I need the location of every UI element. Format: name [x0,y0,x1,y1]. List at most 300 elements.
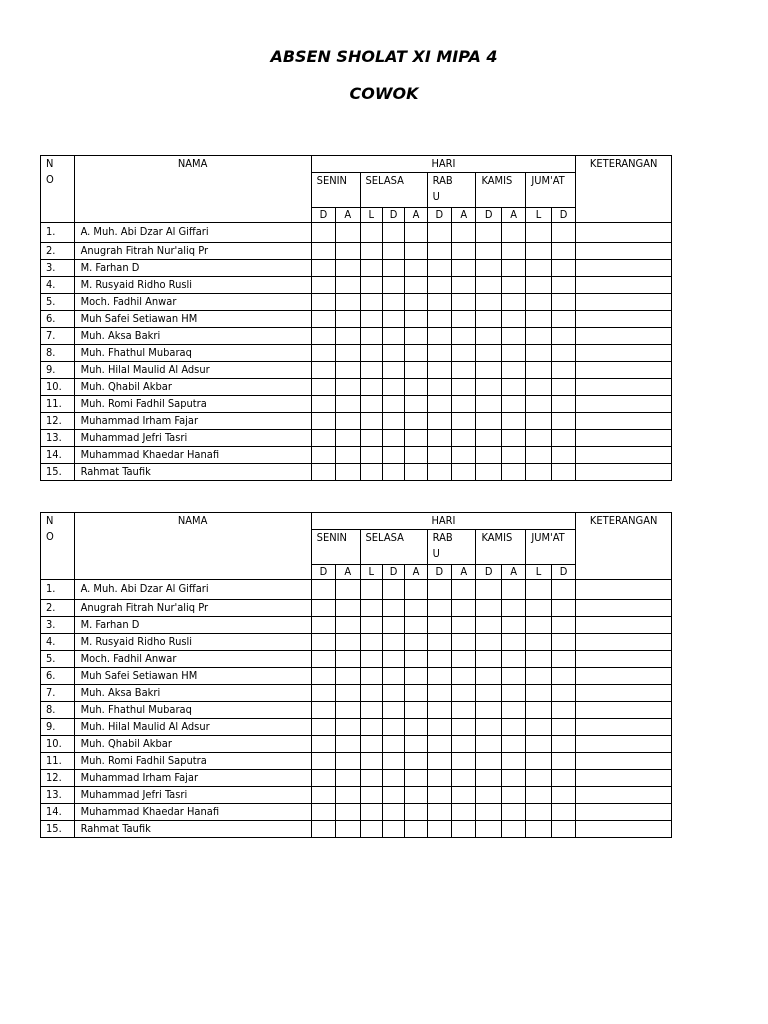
attendance-cell[interactable] [452,413,476,430]
keterangan-cell[interactable] [576,685,672,702]
attendance-cell[interactable] [526,770,551,787]
attendance-cell[interactable] [405,277,427,294]
attendance-cell[interactable] [311,260,335,277]
keterangan-cell[interactable] [576,753,672,770]
attendance-cell[interactable] [551,600,576,617]
attendance-cell[interactable] [336,600,360,617]
attendance-cell[interactable] [501,223,525,243]
attendance-cell[interactable] [311,804,335,821]
attendance-cell[interactable] [405,634,427,651]
attendance-cell[interactable] [427,685,451,702]
keterangan-cell[interactable] [576,804,672,821]
attendance-cell[interactable] [501,311,525,328]
attendance-cell[interactable] [336,804,360,821]
keterangan-cell[interactable] [576,430,672,447]
attendance-cell[interactable] [336,787,360,804]
attendance-cell[interactable] [526,753,551,770]
attendance-cell[interactable] [551,345,576,362]
attendance-cell[interactable] [476,736,501,753]
attendance-cell[interactable] [501,787,525,804]
attendance-cell[interactable] [427,770,451,787]
attendance-cell[interactable] [476,580,501,600]
attendance-cell[interactable] [501,243,525,260]
attendance-cell[interactable] [501,651,525,668]
attendance-cell[interactable] [452,634,476,651]
attendance-cell[interactable] [336,328,360,345]
attendance-cell[interactable] [405,294,427,311]
attendance-cell[interactable] [551,702,576,719]
attendance-cell[interactable] [526,804,551,821]
attendance-cell[interactable] [382,430,404,447]
attendance-cell[interactable] [405,719,427,736]
attendance-cell[interactable] [501,600,525,617]
attendance-cell[interactable] [360,719,382,736]
attendance-cell[interactable] [336,580,360,600]
attendance-cell[interactable] [311,277,335,294]
attendance-cell[interactable] [311,600,335,617]
attendance-cell[interactable] [311,580,335,600]
attendance-cell[interactable] [360,396,382,413]
attendance-cell[interactable] [551,753,576,770]
attendance-cell[interactable] [452,719,476,736]
attendance-cell[interactable] [405,413,427,430]
attendance-cell[interactable] [405,328,427,345]
attendance-cell[interactable] [526,379,551,396]
attendance-cell[interactable] [476,668,501,685]
attendance-cell[interactable] [526,277,551,294]
attendance-cell[interactable] [360,328,382,345]
attendance-cell[interactable] [427,294,451,311]
attendance-cell[interactable] [427,787,451,804]
keterangan-cell[interactable] [576,396,672,413]
attendance-cell[interactable] [501,668,525,685]
attendance-cell[interactable] [336,447,360,464]
attendance-cell[interactable] [551,396,576,413]
attendance-cell[interactable] [501,702,525,719]
attendance-cell[interactable] [405,702,427,719]
attendance-cell[interactable] [382,311,404,328]
attendance-cell[interactable] [311,685,335,702]
attendance-cell[interactable] [551,804,576,821]
attendance-cell[interactable] [360,277,382,294]
attendance-cell[interactable] [405,430,427,447]
attendance-cell[interactable] [526,702,551,719]
attendance-cell[interactable] [452,600,476,617]
attendance-cell[interactable] [526,345,551,362]
attendance-cell[interactable] [360,294,382,311]
attendance-cell[interactable] [405,311,427,328]
attendance-cell[interactable] [382,736,404,753]
attendance-cell[interactable] [360,260,382,277]
attendance-cell[interactable] [551,685,576,702]
attendance-cell[interactable] [311,719,335,736]
attendance-cell[interactable] [405,600,427,617]
attendance-cell[interactable] [311,753,335,770]
attendance-cell[interactable] [311,243,335,260]
keterangan-cell[interactable] [576,328,672,345]
attendance-cell[interactable] [452,345,476,362]
attendance-cell[interactable] [526,634,551,651]
attendance-cell[interactable] [382,294,404,311]
attendance-cell[interactable] [427,413,451,430]
attendance-cell[interactable] [476,719,501,736]
attendance-cell[interactable] [551,311,576,328]
attendance-cell[interactable] [501,753,525,770]
attendance-cell[interactable] [336,430,360,447]
attendance-cell[interactable] [452,447,476,464]
attendance-cell[interactable] [427,260,451,277]
attendance-cell[interactable] [476,328,501,345]
attendance-cell[interactable] [452,617,476,634]
attendance-cell[interactable] [427,464,451,481]
attendance-cell[interactable] [360,804,382,821]
attendance-cell[interactable] [427,702,451,719]
attendance-cell[interactable] [311,328,335,345]
attendance-cell[interactable] [427,736,451,753]
keterangan-cell[interactable] [576,634,672,651]
attendance-cell[interactable] [405,651,427,668]
attendance-cell[interactable] [382,243,404,260]
attendance-cell[interactable] [551,243,576,260]
attendance-cell[interactable] [452,311,476,328]
attendance-cell[interactable] [526,580,551,600]
attendance-cell[interactable] [405,345,427,362]
attendance-cell[interactable] [360,821,382,838]
attendance-cell[interactable] [311,223,335,243]
attendance-cell[interactable] [427,617,451,634]
attendance-cell[interactable] [452,379,476,396]
attendance-cell[interactable] [476,294,501,311]
attendance-cell[interactable] [476,702,501,719]
attendance-cell[interactable] [551,651,576,668]
attendance-cell[interactable] [336,413,360,430]
attendance-cell[interactable] [311,651,335,668]
attendance-cell[interactable] [336,753,360,770]
attendance-cell[interactable] [476,379,501,396]
attendance-cell[interactable] [360,753,382,770]
attendance-cell[interactable] [427,223,451,243]
attendance-cell[interactable] [382,396,404,413]
attendance-cell[interactable] [551,260,576,277]
attendance-cell[interactable] [501,821,525,838]
attendance-cell[interactable] [476,243,501,260]
attendance-cell[interactable] [452,260,476,277]
attendance-cell[interactable] [501,396,525,413]
keterangan-cell[interactable] [576,600,672,617]
attendance-cell[interactable] [405,580,427,600]
attendance-cell[interactable] [360,600,382,617]
attendance-cell[interactable] [336,277,360,294]
attendance-cell[interactable] [452,736,476,753]
attendance-cell[interactable] [336,345,360,362]
attendance-cell[interactable] [336,396,360,413]
attendance-cell[interactable] [336,651,360,668]
attendance-cell[interactable] [476,260,501,277]
attendance-cell[interactable] [452,821,476,838]
attendance-cell[interactable] [501,260,525,277]
keterangan-cell[interactable] [576,464,672,481]
attendance-cell[interactable] [427,362,451,379]
keterangan-cell[interactable] [576,651,672,668]
attendance-cell[interactable] [476,634,501,651]
attendance-cell[interactable] [360,413,382,430]
attendance-cell[interactable] [382,600,404,617]
keterangan-cell[interactable] [576,447,672,464]
attendance-cell[interactable] [360,651,382,668]
keterangan-cell[interactable] [576,413,672,430]
keterangan-cell[interactable] [576,223,672,243]
keterangan-cell[interactable] [576,379,672,396]
attendance-cell[interactable] [476,362,501,379]
attendance-cell[interactable] [360,580,382,600]
attendance-cell[interactable] [311,787,335,804]
attendance-cell[interactable] [360,787,382,804]
attendance-cell[interactable] [405,223,427,243]
attendance-cell[interactable] [526,223,551,243]
attendance-cell[interactable] [336,821,360,838]
attendance-cell[interactable] [405,617,427,634]
attendance-cell[interactable] [382,580,404,600]
attendance-cell[interactable] [311,311,335,328]
attendance-cell[interactable] [526,362,551,379]
attendance-cell[interactable] [501,379,525,396]
keterangan-cell[interactable] [576,345,672,362]
attendance-cell[interactable] [526,600,551,617]
attendance-cell[interactable] [501,770,525,787]
attendance-cell[interactable] [382,345,404,362]
keterangan-cell[interactable] [576,260,672,277]
attendance-cell[interactable] [427,379,451,396]
attendance-cell[interactable] [501,294,525,311]
attendance-cell[interactable] [382,328,404,345]
attendance-cell[interactable] [427,345,451,362]
attendance-cell[interactable] [501,277,525,294]
attendance-cell[interactable] [311,430,335,447]
attendance-cell[interactable] [452,464,476,481]
attendance-cell[interactable] [405,362,427,379]
attendance-cell[interactable] [476,821,501,838]
attendance-cell[interactable] [427,668,451,685]
attendance-cell[interactable] [476,430,501,447]
attendance-cell[interactable] [551,634,576,651]
attendance-cell[interactable] [405,447,427,464]
attendance-cell[interactable] [382,464,404,481]
attendance-cell[interactable] [382,770,404,787]
attendance-cell[interactable] [501,804,525,821]
attendance-cell[interactable] [452,277,476,294]
attendance-cell[interactable] [427,243,451,260]
attendance-cell[interactable] [551,294,576,311]
attendance-cell[interactable] [311,294,335,311]
attendance-cell[interactable] [526,685,551,702]
attendance-cell[interactable] [551,770,576,787]
attendance-cell[interactable] [427,634,451,651]
keterangan-cell[interactable] [576,617,672,634]
attendance-cell[interactable] [382,702,404,719]
attendance-cell[interactable] [427,753,451,770]
attendance-cell[interactable] [360,617,382,634]
attendance-cell[interactable] [360,685,382,702]
attendance-cell[interactable] [476,345,501,362]
attendance-cell[interactable] [501,464,525,481]
attendance-cell[interactable] [336,770,360,787]
attendance-cell[interactable] [427,600,451,617]
attendance-cell[interactable] [551,430,576,447]
attendance-cell[interactable] [382,821,404,838]
attendance-cell[interactable] [360,430,382,447]
attendance-cell[interactable] [360,345,382,362]
attendance-cell[interactable] [501,328,525,345]
attendance-cell[interactable] [382,753,404,770]
attendance-cell[interactable] [336,736,360,753]
attendance-cell[interactable] [476,223,501,243]
attendance-cell[interactable] [551,464,576,481]
attendance-cell[interactable] [452,223,476,243]
attendance-cell[interactable] [311,821,335,838]
attendance-cell[interactable] [501,719,525,736]
attendance-cell[interactable] [551,379,576,396]
attendance-cell[interactable] [336,362,360,379]
attendance-cell[interactable] [311,447,335,464]
attendance-cell[interactable] [452,430,476,447]
attendance-cell[interactable] [360,464,382,481]
attendance-cell[interactable] [405,770,427,787]
attendance-cell[interactable] [452,294,476,311]
attendance-cell[interactable] [311,345,335,362]
attendance-cell[interactable] [427,277,451,294]
attendance-cell[interactable] [551,447,576,464]
attendance-cell[interactable] [551,413,576,430]
attendance-cell[interactable] [360,668,382,685]
attendance-cell[interactable] [311,617,335,634]
attendance-cell[interactable] [476,311,501,328]
attendance-cell[interactable] [427,396,451,413]
attendance-cell[interactable] [476,617,501,634]
attendance-cell[interactable] [526,736,551,753]
attendance-cell[interactable] [405,685,427,702]
keterangan-cell[interactable] [576,736,672,753]
attendance-cell[interactable] [526,311,551,328]
attendance-cell[interactable] [476,600,501,617]
attendance-cell[interactable] [405,243,427,260]
attendance-cell[interactable] [526,328,551,345]
attendance-cell[interactable] [405,396,427,413]
attendance-cell[interactable] [360,634,382,651]
attendance-cell[interactable] [551,617,576,634]
attendance-cell[interactable] [360,736,382,753]
attendance-cell[interactable] [360,243,382,260]
attendance-cell[interactable] [336,464,360,481]
keterangan-cell[interactable] [576,770,672,787]
attendance-cell[interactable] [336,379,360,396]
attendance-cell[interactable] [311,379,335,396]
attendance-cell[interactable] [382,668,404,685]
attendance-cell[interactable] [405,464,427,481]
attendance-cell[interactable] [452,580,476,600]
attendance-cell[interactable] [476,787,501,804]
attendance-cell[interactable] [311,362,335,379]
attendance-cell[interactable] [501,580,525,600]
attendance-cell[interactable] [526,447,551,464]
keterangan-cell[interactable] [576,821,672,838]
attendance-cell[interactable] [452,651,476,668]
attendance-cell[interactable] [501,685,525,702]
attendance-cell[interactable] [526,260,551,277]
attendance-cell[interactable] [452,396,476,413]
attendance-cell[interactable] [501,617,525,634]
attendance-cell[interactable] [311,702,335,719]
attendance-cell[interactable] [360,311,382,328]
attendance-cell[interactable] [526,719,551,736]
attendance-cell[interactable] [526,821,551,838]
attendance-cell[interactable] [551,328,576,345]
attendance-cell[interactable] [452,702,476,719]
attendance-cell[interactable] [382,223,404,243]
attendance-cell[interactable] [427,328,451,345]
attendance-cell[interactable] [311,396,335,413]
attendance-cell[interactable] [336,243,360,260]
attendance-cell[interactable] [501,345,525,362]
keterangan-cell[interactable] [576,668,672,685]
attendance-cell[interactable] [427,804,451,821]
attendance-cell[interactable] [476,685,501,702]
attendance-cell[interactable] [476,447,501,464]
attendance-cell[interactable] [427,651,451,668]
attendance-cell[interactable] [551,580,576,600]
attendance-cell[interactable] [501,430,525,447]
attendance-cell[interactable] [476,753,501,770]
attendance-cell[interactable] [476,396,501,413]
attendance-cell[interactable] [526,668,551,685]
attendance-cell[interactable] [452,753,476,770]
attendance-cell[interactable] [336,311,360,328]
attendance-cell[interactable] [360,702,382,719]
attendance-cell[interactable] [311,413,335,430]
attendance-cell[interactable] [336,719,360,736]
attendance-cell[interactable] [405,787,427,804]
attendance-cell[interactable] [427,719,451,736]
attendance-cell[interactable] [336,617,360,634]
keterangan-cell[interactable] [576,277,672,294]
attendance-cell[interactable] [427,430,451,447]
attendance-cell[interactable] [452,685,476,702]
attendance-cell[interactable] [360,362,382,379]
attendance-cell[interactable] [476,464,501,481]
attendance-cell[interactable] [526,243,551,260]
attendance-cell[interactable] [382,651,404,668]
attendance-cell[interactable] [452,787,476,804]
attendance-cell[interactable] [360,223,382,243]
attendance-cell[interactable] [405,821,427,838]
attendance-cell[interactable] [311,770,335,787]
attendance-cell[interactable] [551,362,576,379]
attendance-cell[interactable] [501,362,525,379]
attendance-cell[interactable] [382,379,404,396]
keterangan-cell[interactable] [576,362,672,379]
attendance-cell[interactable] [405,668,427,685]
attendance-cell[interactable] [336,634,360,651]
attendance-cell[interactable] [360,770,382,787]
attendance-cell[interactable] [526,787,551,804]
attendance-cell[interactable] [476,651,501,668]
attendance-cell[interactable] [551,787,576,804]
attendance-cell[interactable] [551,719,576,736]
attendance-cell[interactable] [476,413,501,430]
attendance-cell[interactable] [551,223,576,243]
attendance-cell[interactable] [452,668,476,685]
attendance-cell[interactable] [452,243,476,260]
attendance-cell[interactable] [336,294,360,311]
